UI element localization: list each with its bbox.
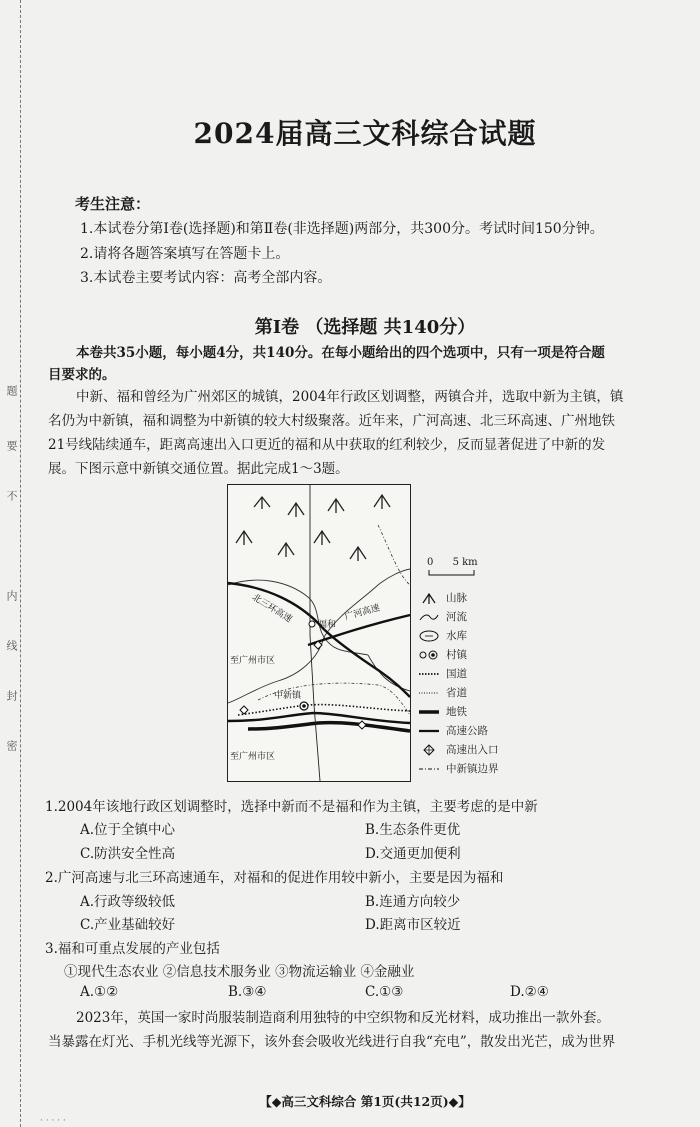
notice-item: 1.本试卷分第Ⅰ卷(选择题)和第Ⅱ卷(非选择题)两部分，共300分。考试时间150分钟。 (80, 221, 604, 237)
question-2-stem: 2.广河高速与北三环高速通车，对福和的促进作用较中新小，主要是因为福和 (45, 870, 504, 886)
scale-zero: 0 (427, 557, 434, 568)
expressway-icon (418, 725, 440, 737)
page-footer: 【◆高三文科综合 第1页(共12页)◆】 (259, 1094, 471, 1109)
mountain-icons (236, 495, 390, 561)
provincial-road-icon (418, 687, 440, 699)
metro-icon (418, 706, 440, 718)
side-mark: 密 (5, 740, 18, 751)
side-mark: 封 (5, 690, 18, 701)
map-label-zhongxin: 中新镇 (274, 691, 302, 701)
reservoir-icon (418, 630, 440, 642)
notice-heading: 考生注意： (75, 195, 151, 213)
scale-distance: 5 km (452, 557, 478, 568)
map-scale (427, 557, 478, 568)
binding-side-marks (0, 0, 18, 1127)
provincial-road (310, 485, 320, 781)
notice-item: 2.请将各题答案填写在答题卡上。 (80, 246, 290, 262)
rivers (228, 569, 410, 703)
option[interactable]: A.位于全镇中心 (80, 822, 176, 838)
passage-line: 当暴露在灯光、手机光线等光源下，该外套会吸收光线进行自我“充电”，散发出光芒，成为世界 (48, 1034, 616, 1050)
option[interactable]: C.产业基础较好 (80, 917, 176, 933)
town-boundary-icon (418, 763, 440, 775)
passage-line: 展。下图示意中新镇交通位置。据此完成1～3题。 (48, 461, 349, 477)
question-3-stem: 3.福和可重点发展的产业包括 (45, 941, 220, 957)
passage-line: 名仍为中新镇，福和调整为中新镇的较大村级聚落。近年来，广河高速、北三环高速、广州地铁 (48, 413, 615, 429)
option[interactable]: A.行政等级较低 (80, 894, 176, 910)
option[interactable]: B.连通方向较少 (365, 894, 461, 910)
section-instruction: 目要求的。 (48, 367, 116, 383)
footer-dots: · · · · · (40, 1116, 66, 1126)
mountain-icon (418, 592, 440, 604)
map-label-to-guangzhou: 至广州市区 (230, 752, 276, 762)
expressway-exit-icon (418, 744, 440, 756)
question-1-stem: 1.2004年该地行政区划调整时，选择中新而不是福和作为主镇，主要考虑的是中新 (45, 799, 538, 815)
metro-line (248, 723, 410, 731)
national-road-icon (418, 668, 440, 680)
option[interactable]: D.距离市区较近 (365, 917, 461, 933)
side-mark: 内 (5, 590, 18, 601)
map-label-to-guangzhou: 至广州市区 (230, 656, 276, 666)
exam-page: 2024届高三文科综合试题 考生注意： 1.本试卷分第Ⅰ卷(选择题)和第Ⅱ卷(非选择题)两部分，共300分。考试时间150分钟。 2.请将各题答案填写在答题卡上。 3.本试卷主要考试内容：高考全部内容。 第Ⅰ卷 （选择题 共140分） 本卷共35小题，每小题4分，共140分。在每小题给出的四个选项中，只有一项是符合题 目要求的。 中新、福和曾经为广州郊区的城镇，2004年行政区划调整，两镇合并，选取中新为主镇，镇 名仍为中新镇，福和调整为中新镇的较大村级聚落。近年来，广河高速、北三环高速、广州地铁 21号线陆续通车，距离高速出入口更近的福和从中获取的红利较少，反而显著促进了中新的发 展。下图示意中新镇交通位置。据此完成1～3题。 北三环高速 福和 广河高速 至广州市区 中新镇 至广州市区 0 5 km 山脉 河流 水库 村镇 国道 省道 地铁 高速公路 高速出入口 中新镇边界 1.2004年该地行政区划调整时，选择中新而不是福和作为主镇，主要考虑的是中新 A.位于全镇中心 B.生态条件更优 C.防洪安全性高 D.交通更加便利 2.广河高速与北三环高速通车，对福和的促进作用较中新小，主要是因为福和 A.行政等级较低 B.连通方向较少 C.产业基础较好 D.距离市区较近 3.福和可重点发展的产业包括 ①现代生态农业 ②信息技术服务业 ③物流运输业 ④金融业 A.①② B.③④ C.①③ D.②④ 2023年，英国一家时尚服装制造商利用独特的中空织物和反光材料，成功推出一款外套。 当暴露在灯光、手机光线等光源下，该外套会吸收光线进行自我“充电”，散发出光芒，成为世界 【◆高三文科综合 第1页(共12页)◆】 · · · · · (40, 0, 690, 1127)
question-3-sub-items: ①现代生态农业 ②信息技术服务业 ③物流运输业 ④金融业 (64, 964, 415, 980)
scale-bar (428, 570, 476, 576)
option[interactable]: B.③④ (228, 984, 267, 1000)
option[interactable]: A.①② (80, 984, 119, 1000)
section-instruction: 本卷共35小题，每小题4分，共140分。在每小题给出的四个选项中，只有一项是符合题 (76, 345, 605, 361)
notice-item: 3.本试卷主要考试内容：高考全部内容。 (80, 270, 332, 286)
town-boundary (378, 525, 410, 585)
option[interactable]: D.②④ (510, 984, 549, 1000)
side-mark: 线 (5, 640, 18, 651)
binding-line (20, 0, 21, 1127)
map-label-guanghe: 广河高速 (343, 603, 382, 623)
passage-line: 21号线陆续通车，距离高速出入口更近的福和从中获取的红利较少，反而显著促进了中新的发 (48, 437, 606, 453)
map-label-fuhe: 福和 (318, 620, 337, 630)
map-label-beisanhuan: 北三环高速 (249, 592, 294, 625)
traffic-map (227, 484, 411, 782)
section-title: 第Ⅰ卷 （选择题 共140分） (254, 317, 476, 338)
side-mark: 要 (5, 440, 18, 451)
river-icon (418, 611, 440, 623)
passage-line: 2023年，英国一家时尚服装制造商利用独特的中空织物和反光材料，成功推出一款外套。 (76, 1010, 610, 1026)
exam-title: 2024届高三文科综合试题 (193, 117, 537, 150)
side-mark: 不 (5, 490, 18, 501)
fuhe-village-icon (309, 621, 315, 627)
passage-line: 中新、福和曾经为广州郊区的城镇，2004年行政区划调整，两镇合并，选取中新为主镇，镇 (76, 389, 624, 405)
village-town-icon (418, 649, 440, 661)
option[interactable]: D.交通更加便利 (365, 846, 461, 862)
map-drawing (228, 485, 410, 781)
zhongxin-town-dot (302, 704, 306, 708)
option[interactable]: B.生态条件更优 (365, 822, 461, 838)
option[interactable]: C.①③ (365, 984, 404, 1000)
option[interactable]: C.防洪安全性高 (80, 846, 176, 862)
side-mark: 题 (5, 385, 18, 396)
